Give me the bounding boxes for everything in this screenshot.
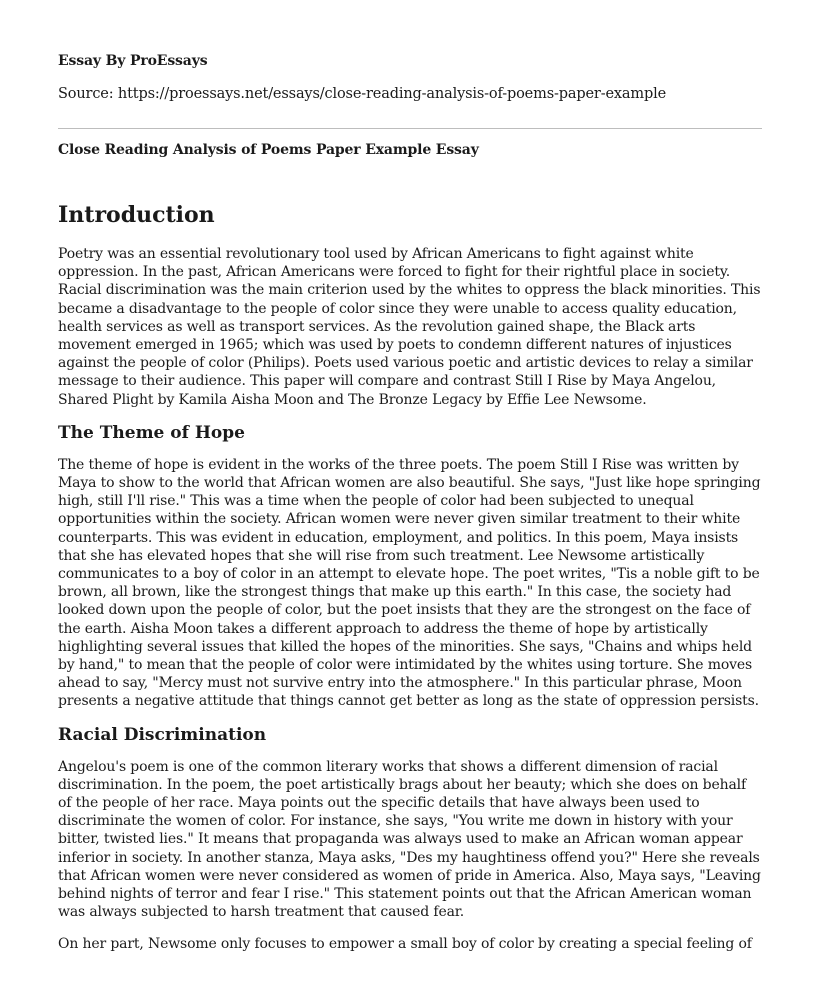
heading-theme-of-hope: The Theme of Hope: [58, 422, 245, 443]
source-line: Source: https://proessays.net/essays/close-reading-analysis-of-poems-paper-example: [58, 86, 667, 102]
paragraph: Angelou's poem is one of the common literary works that shows a different dimension of racial discrimination. In the poem, the poet artistically brags about her beauty; which she does on behalf of the people of her race. Maya points out the specific details that have always been used to discriminate the women of color. For instance, she says, "You write me down in history with your bitter, twisted lies." It means that propaganda was always used to make an African woman appear inferior in society. In another stanza, Maya asks, "Des my haughtiness offend you?" Here she reveals that African women were never considered as women of pride in America. Also, Maya says, "Leaving behind nights of terror and fear I rise." This statement points out that the African American woman was always subjected to harsh treatment that caused fear.: [58, 758, 761, 921]
paragraph: Poetry was an essential revolutionary tool used by African Americans to fight against white oppression. In the past, African Americans were forced to fight for their rightful place in society. Racial discrimination was the main criterion used by the whites to oppress the black minorities. This became a disadvantage to the people of color since they were unable to access quality education, health services as well as transport services. As the revolution gained shape, the Black arts movement emerged in 1965; which was used by poets to condemn different natures of injustices against the people of color (Philips). Poets used various poetic and artistic devices to relay a similar message to their audience. This paper will compare and contrast Still I Rise by Maya Angelou, Shared Plight by Kamila Aisha Moon and The Bronze Legacy by Effie Lee Newsome.: [58, 246, 761, 408]
paragraph: The theme of hope is evident in the works of the three poets. The poem Still I Rise was written by Maya to show to the world that African women are also beautiful. She says, "Just like hope springing high, still I'll rise." This was a time when the people of color had been subjected to unequal opportunities within the society. African women were never given similar treatment to their white counterparts. This was evident in education, employment, and politics. In this poem, Maya insists that she has elevated hopes that she will rise from such treatment. Lee Newsome artistically communicates to a boy of color in an attempt to elevate hope. The poet writes, "Tis a noble gift to be brown, all brown, like the strongest things that make up this earth." In this case, the society had looked down upon the people of color, but the poet insists that they are the strongest on the face of the earth. Aisha Moon takes a different approach to address the theme of hope by artistically highlighting several issues that killed the hopes of the minorities. She says, "Chains and whips held by hand," to mean that the people of color were intimidated by the whites using torture. She moves ahead to say, "Mercy must not survive entry into the atmosphere." In this particular phrase, Moon presents a negative attitude that things cannot get better as long as the state of oppression persists.: [58, 456, 761, 710]
paragraph: On her part, Newsome only focuses to empower a small boy of color by creating a special feeling of: [58, 935, 752, 952]
heading-introduction: Introduction: [58, 202, 215, 228]
heading-racial-discrimination: Racial Discrimination: [58, 724, 267, 745]
byline: Essay By ProEssays: [58, 53, 208, 69]
document-title: Close Reading Analysis of Poems Paper Example Essay: [58, 142, 479, 158]
divider: [58, 128, 762, 129]
essay-body: [58, 200, 762, 966]
